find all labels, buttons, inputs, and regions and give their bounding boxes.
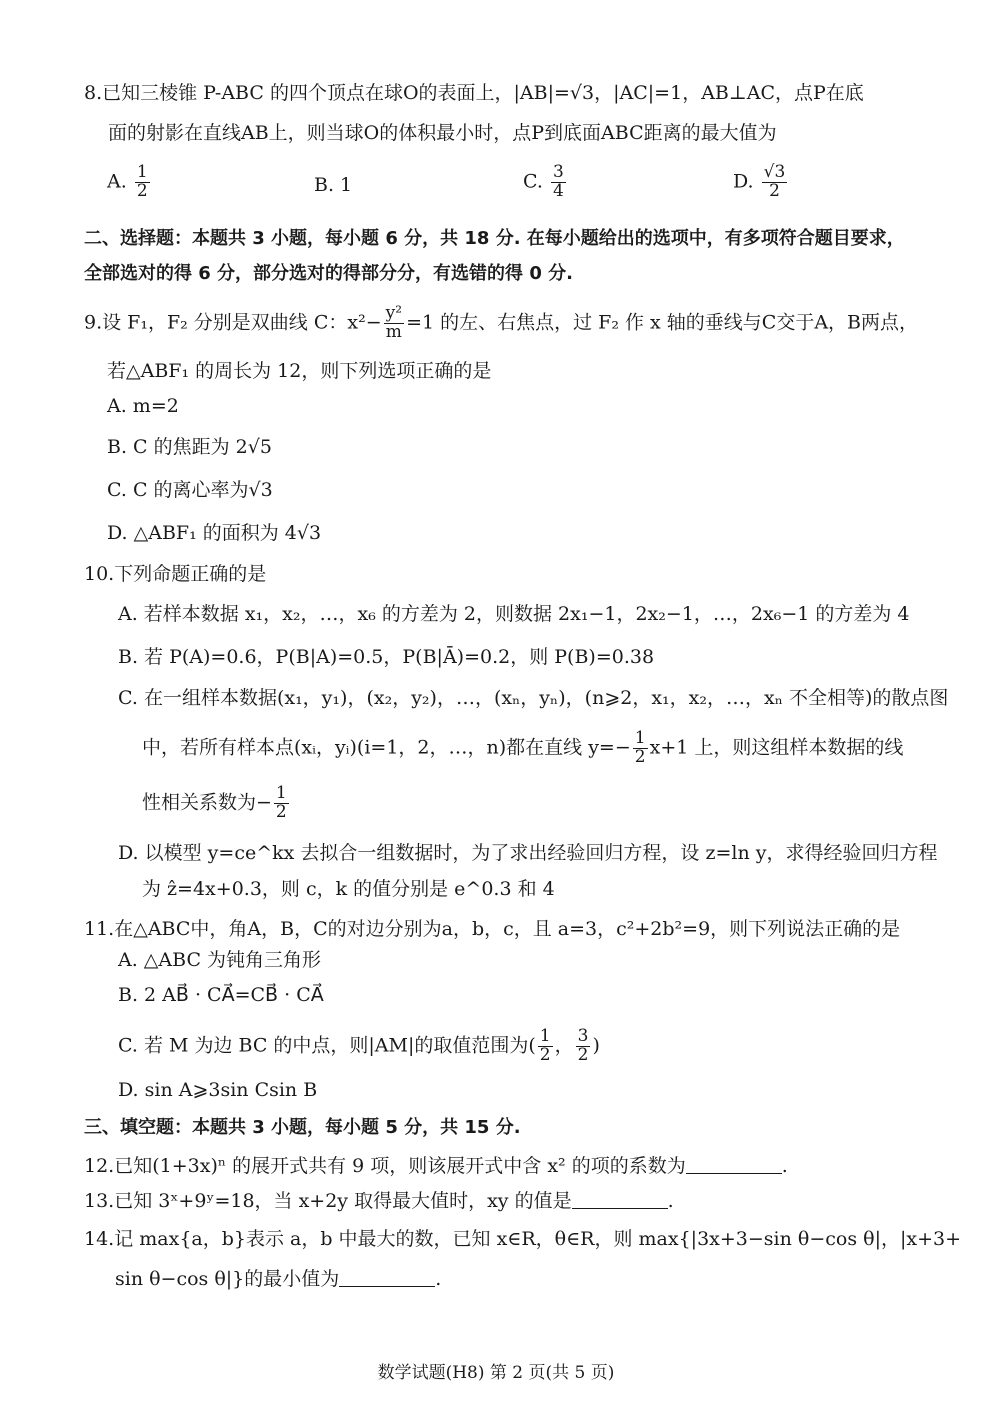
fraction: $\frac{1}{2}$ [275, 783, 287, 822]
q10-option-c-line3: 性相关系数为− $\frac{1}{2}$ [142, 783, 287, 822]
q10-option-a: A. 若样本数据 x₁，x₂，…，x₆ 的方差为 2，则数据 2x₁−1，2x₂−1，…，2x₆−1 的方差为 4 [118, 603, 910, 625]
q12-stem: 12.已知(1+3x)ⁿ 的展开式共有 9 项，则该展开式中含 x² 的项的系数为 . [84, 1155, 788, 1177]
q8-option-a: A. $\frac{1}{2}$ [107, 162, 148, 201]
fraction: $\frac{3}{4}$ [552, 162, 564, 201]
q10-option-c-line1: C. 在一组样本数据(x₁，y₁)，(x₂，y₂)，…，(xₙ，yₙ)，(n⩾2，x₁，x₂，…，xₙ 不全相等)的散点图 [118, 687, 949, 709]
section2-heading-line1: 二、选择题：本题共 3 小题，每小题 6 分，共 18 分. 在每小题给出的选项中，有多项符合题目要求， [84, 228, 905, 249]
q11-option-a: A. △ABC 为钝角三角形 [118, 949, 322, 971]
q11-option-c: C. 若 M 为边 BC 的中点，则|AM|的取值范围为( $\frac{1}{2}$ ， $\frac{3}{2}$ ) [118, 1026, 600, 1065]
q9-stem-line2: 若△ABF₁ 的周长为 12，则下列选项正确的是 [107, 360, 492, 382]
q9-option-c: C. C 的离心率为√3 [107, 479, 273, 501]
q8-stem-line1: 8.已知三棱锥 P-ABC 的四个顶点在球O的表面上，|AB|=√3，|AC|=1，AB⊥AC，点P在底 [84, 82, 864, 104]
q9-option-d: D. △ABF₁ 的面积为 4√3 [107, 522, 322, 544]
q14-stem-line2: sin θ−cos θ|}的最小值为 . [115, 1268, 442, 1290]
fraction: $\frac{√3}{2}$ [763, 162, 786, 201]
q10-stem: 10.下列命题正确的是 [84, 563, 267, 585]
fraction: $\frac{\text{y²}}{m}$ [385, 303, 403, 342]
q10-option-b: B. 若 P(A)=0.6，P(B|A)=0.5，P(B|Ā)=0.2，则 P(B)=0.38 [118, 646, 655, 668]
q11-stem: 11.在△ABC中，角A，B，C的对边分别为a，b，c，且 a=3，c²+2b²=9，则下列说法正确的是 [84, 918, 901, 940]
q9-option-b: B. C 的焦距为 2√5 [107, 436, 272, 458]
q10-option-d-line1: D. 以模型 y=ce^kx 去拟合一组数据时，为了求出经验回归方程，设 z=ln y，求得经验回归方程 [118, 842, 938, 864]
page-footer: 数学试题(H8) 第 2 页(共 5 页) [377, 1363, 615, 1383]
q8-option-c: C. $\frac{3}{4}$ [523, 162, 564, 201]
q14-stem-line1: 14.记 max{a，b}表示 a，b 中最大的数，已知 x∈R，θ∈R，则 max{|3x+3−sin θ−cos θ|，|x+3+ [84, 1228, 962, 1250]
fraction: $\frac{1}{2}$ [136, 162, 148, 201]
answer-blank [339, 1285, 435, 1287]
fraction: $\frac{1}{2}$ [539, 1026, 551, 1065]
section2-heading-line2: 全部选对的得 6 分，部分选对的得部分分，有选错的得 0 分. [84, 263, 573, 284]
fraction: $\frac{3}{2}$ [577, 1026, 589, 1065]
q11-option-b: B. 2 AB⃗ · CA⃗=CB⃗ · CA⃗ [118, 984, 324, 1006]
q9-option-a: A. m=2 [107, 395, 179, 417]
q8-option-d: D. $\frac{√3}{2}$ [733, 162, 786, 201]
answer-blank [572, 1207, 668, 1209]
section3-heading: 三、填空题：本题共 3 小题，每小题 5 分，共 15 分. [84, 1117, 521, 1138]
q8-option-b: B. 1 [314, 174, 353, 196]
q10-option-c-line2: 中，若所有样本点(xᵢ，yᵢ)(i=1，2，…，n)都在直线 y=− $\frac{1}{2}$ x+1 上，则这组样本数据的线 [142, 728, 904, 767]
answer-blank [686, 1172, 782, 1174]
q13-stem: 13.已知 3ˣ+9ʸ=18，当 x+2y 取得最大值时，xy 的值是 . [84, 1190, 674, 1212]
q11-option-d: D. sin A⩾3sin Csin B [118, 1079, 318, 1101]
q10-option-d-line2: 为 ẑ=4x+0.3，则 c，k 的值分别是 e^0.3 和 4 [142, 878, 555, 900]
fraction: $\frac{1}{2}$ [634, 728, 646, 767]
q9-stem-line1: 9.设 F₁，F₂ 分别是双曲线 C：x²− $\frac{\text{y²}}{m}$ =1 的左、右焦点，过 F₂ 作 x 轴的垂线与C交于A，B两点， [84, 303, 919, 342]
q8-stem-line2: 面的射影在直线AB上，则当球O的体积最小时，点P到底面ABC距离的最大值为 [108, 122, 777, 144]
